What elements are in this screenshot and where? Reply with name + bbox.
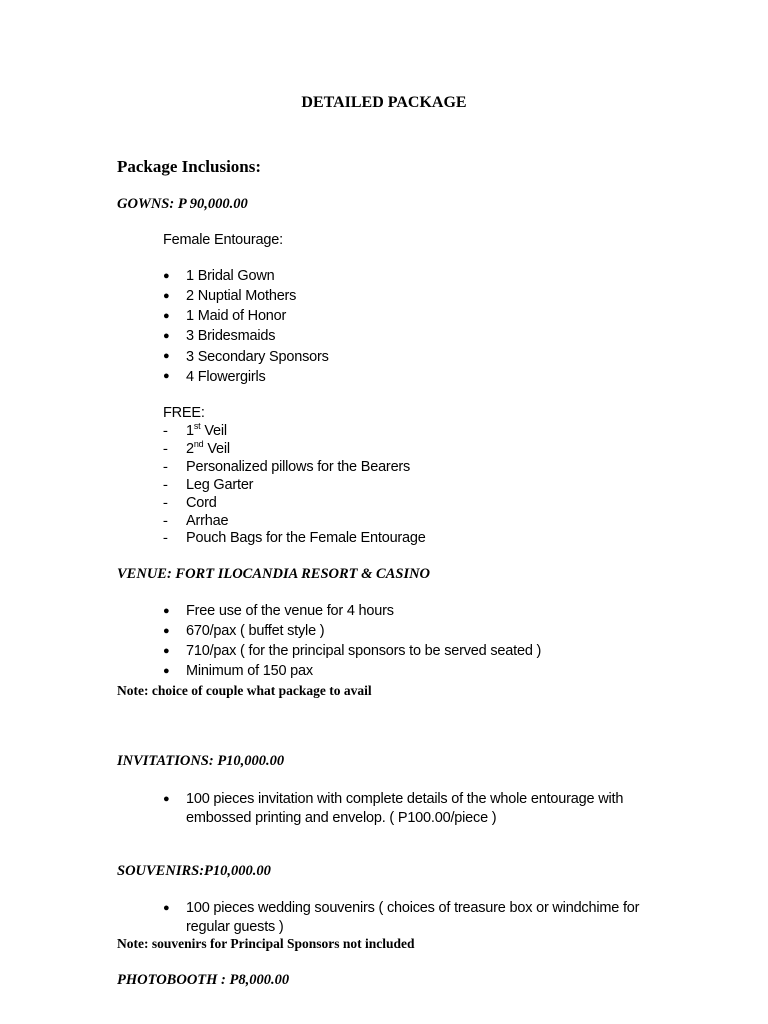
free-item: Cord: [186, 495, 217, 511]
bullet-icon: ●: [163, 793, 170, 805]
free-label: FREE:: [163, 405, 205, 421]
bullet-icon: ●: [163, 665, 170, 677]
dash-marker: -: [163, 441, 168, 457]
list-item: 4 Flowergirls: [186, 369, 266, 385]
list-item: 1 Bridal Gown: [186, 268, 275, 284]
bullet-icon: ●: [163, 290, 170, 302]
bullet-icon: ●: [163, 270, 170, 282]
page-title: DETAILED PACKAGE: [301, 94, 467, 111]
gowns-subheading: Female Entourage:: [163, 232, 283, 248]
venue-note: Note: choice of couple what package to avail: [117, 683, 372, 698]
list-item: 670/pax ( buffet style ): [186, 623, 325, 639]
free-item: Arrhae: [186, 513, 229, 529]
inclusions-heading: Package Inclusions:: [117, 157, 262, 176]
list-item-line: 100 pieces wedding souvenirs ( choices of treasure box or windchime for: [186, 900, 640, 916]
list-item-line: regular guests ): [186, 919, 284, 935]
free-item: 2nd Veil: [186, 439, 230, 457]
photobooth-heading: PHOTOBOOTH : P8,000.00: [117, 972, 290, 988]
bullet-icon: ●: [163, 370, 170, 382]
list-item: 3 Secondary Sponsors: [186, 349, 329, 365]
venue-heading: VENUE: FORT ILOCANDIA RESORT & CASINO: [117, 566, 431, 582]
dash-marker: -: [163, 530, 168, 546]
free-item: 1st Veil: [186, 421, 227, 439]
bullet-icon: ●: [163, 350, 170, 362]
souvenirs-note: Note: souvenirs for Principal Sponsors not included: [117, 936, 415, 951]
souvenirs-heading: SOUVENIRS:P10,000.00: [117, 863, 271, 879]
dash-marker: -: [163, 423, 168, 439]
bullet-icon: ●: [163, 902, 170, 914]
dash-marker: -: [163, 495, 168, 511]
bullet-icon: ●: [163, 645, 170, 657]
dash-marker: -: [163, 459, 168, 475]
list-item: 1 Maid of Honor: [186, 308, 287, 324]
bullet-icon: ●: [163, 605, 170, 617]
bullet-icon: ●: [163, 625, 170, 637]
list-item: 2 Nuptial Mothers: [186, 288, 297, 304]
list-item-line: 100 pieces invitation with complete details of the whole entourage with: [186, 791, 624, 807]
list-item: Minimum of 150 pax: [186, 663, 313, 679]
free-item: Leg Garter: [186, 477, 254, 493]
free-item: Personalized pillows for the Bearers: [186, 459, 411, 475]
invitations-heading: INVITATIONS: P10,000.00: [117, 753, 285, 769]
list-item: Free use of the venue for 4 hours: [186, 603, 394, 619]
gowns-heading: GOWNS: P 90,000.00: [117, 196, 248, 212]
bullet-icon: ●: [163, 310, 170, 322]
list-item: 710/pax ( for the principal sponsors to be served seated ): [186, 643, 542, 659]
dash-marker: -: [163, 513, 168, 529]
bullet-icon: ●: [163, 330, 170, 342]
dash-marker: -: [163, 477, 168, 493]
free-item: Pouch Bags for the Female Entourage: [186, 530, 426, 546]
list-item: 3 Bridesmaids: [186, 328, 276, 344]
list-item-line: embossed printing and envelop. ( P100.00/piece ): [186, 810, 497, 826]
